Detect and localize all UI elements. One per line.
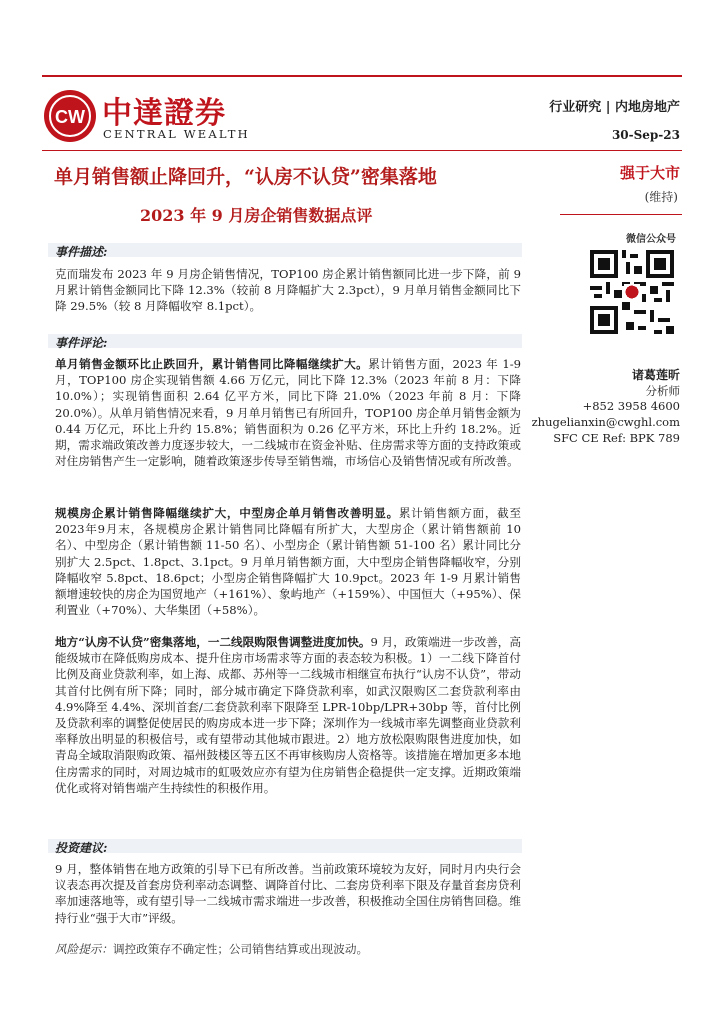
analyst-phone: +852 3958 4600 — [582, 399, 680, 413]
cw-logo-icon — [42, 88, 98, 144]
comment-paragraph-1-lead: 单月销售金额环比止跌回升，累计销售同比降幅继续扩大。 — [55, 357, 369, 371]
report-subtitle: 2023 年 9 月房企销售数据点评 — [140, 206, 373, 225]
section-bg-event-desc — [48, 243, 522, 257]
document-category: 行业研究 | 内地房地产 — [549, 100, 680, 115]
section-bg-investment — [48, 839, 522, 853]
comment-paragraph-2-lead: 规模房企累计销售降幅继续扩大，中型房企单月销售改善明显。 — [55, 506, 399, 520]
section-heading-investment: 投资建议: — [55, 841, 108, 855]
report-title: 单月销售额止降回升，“认房不认贷”密集落地 — [54, 166, 437, 188]
section-heading-event-desc: 事件描述: — [55, 245, 108, 259]
analyst-email[interactable]: zhugelianxin@cwghl.com — [531, 415, 680, 429]
comment-paragraph-1-body: 累计销售方面，2023 年 1-9 月，TOP100 房企实现销售额 4.66 万亿元，同比下降 12.3%（2023 年前 8 月：下降 10.0%）；实现销售面积 2.64 亿平方米，同比下降 21.0%（2023 年前 8 月：下降 20.0%）。从单月销售情况来看，9 月单月销售已有所回升，TOP100 房企单月销售金额为 0.44 万亿元，环比上升约 15.8%；销售面积为 0.26 亿平方米，环比上升约 18.2%。近期，需求端政策改善力度逐步较大，一二线城市在资金补贴、住房需求等方面的支持政策或对住房销售产生一定影响，随着政策逐步传导至销售端，市场信心及销售情况或有所改善。 — [55, 357, 521, 469]
wechat-qr-code[interactable] — [586, 246, 678, 338]
report-date: 30-Sep-23 — [611, 128, 680, 142]
rating-value: 强于大市 — [619, 164, 680, 182]
qr-code-icon — [586, 246, 678, 338]
risk-text: 调控政策存不确定性；公司销售结算或出现波动。 — [112, 942, 369, 956]
event-desc-text: 克而瑞发布 2023 年 9 月房企销售情况，TOP100 房企累计销售额同比进一步下降，前 9 月累计销售金额同比下降 12.3%（较前 8 月降幅扩大 2.3pct），9 月单月销售金额同比下降 29.5%（较 8 月降幅收窄 8.1pct）。 — [55, 267, 521, 314]
comment-paragraph-1 — [55, 356, 521, 469]
analyst-title: 分析师 — [645, 384, 680, 398]
comment-paragraph-3 — [55, 634, 521, 796]
logo-chinese-name: 中達證券 — [102, 96, 226, 131]
analyst-sfc-ref: SFC CE Ref: BPK 789 — [553, 431, 680, 445]
analyst-name: 诸葛莲昕 — [631, 368, 680, 382]
comment-paragraph-2 — [55, 505, 521, 618]
risk-warning — [55, 941, 368, 957]
wechat-label: 微信公众号 — [626, 234, 676, 245]
rating-divider — [560, 214, 682, 215]
header-rule — [42, 75, 682, 77]
svg-text:CW: CW — [55, 107, 85, 127]
comment-paragraph-3-lead: 地方“认房不认贷”密集落地，一二线限购限售调整进度加快。 — [55, 635, 371, 649]
section-bg-event-comment — [48, 334, 522, 348]
header-divider — [42, 150, 682, 151]
section-heading-event-comment: 事件评论: — [55, 336, 108, 350]
investment-text: 9 月，整体销售在地方政策的引导下已有所改善。当前政策环境较为友好，同时月内央行会议表态再次提及首套房贷利率动态调整、调降首付比、二套房贷利率下限及存量首套房贷利率加速落地等，或有望引导一二线城市需求端进一步改善，积极推动全国住房销售回稳。维持行业“强于大市”评级。 — [55, 862, 521, 925]
logo-english-name: CENTRAL WEALTH — [103, 127, 250, 141]
rating-note: (维持) — [644, 190, 678, 204]
risk-label: 风险提示： — [55, 942, 113, 956]
comment-paragraph-2-body: 累计销售额方面，截至2023年9月末，各规模房企累计销售同比降幅有所扩大，大型房企（累计销售额前 10 名）、中型房企（累计销售额 11-50 名）、小型房企（累计销售额 51-100 名）累计同比分别扩大 2.5pct、1.8pct、3.1pct。9 月单月销售额方面，大中型房企销售降幅收窄，分别降幅收窄 5.8pct、18.6pct；小型房企销售降幅扩大 10.9pct。2023 年 1-9 月累计销售额增速较快的房企为国贸地产（+161%）、象屿地产（+159%）、中国恒大（+95%）、保利置业（+70%）、大华集团（+58%）。 — [55, 506, 521, 618]
company-logo — [42, 86, 252, 148]
comment-paragraph-3-body: 9 月，政策端进一步改善，高能级城市在降低购房成本、提升住房市场需求等方面的表态较为积极。1）一二线下降首付比例及商业贷款利率，如上海、成都、苏州等一二线城市相继宣布执行“认房不认贷”，带动其首付比例有所下降；同时，部分城市确定下降贷款利率，如武汉限购区二套贷款利率由 4.9%降至 4.4%、深圳首套/二套贷款利率下限降至 LPR-10bp/LPR+30bp 等，首付比例及贷款利率的调整促使居民的购房成本进一步下降；深圳作为一线城市率先调整商业贷款利率释放出明显的积极信号，或有望带动其他城市跟进。2）地方放松限购限售进度加快，如青岛全域取消限购政策、福州鼓楼区等五区不再审核购房人资格等。该措施在增加更多本地住房需求的同时，对周边城市的虹吸效应亦有望为住房销售企稳提供一定支撑。近期政策端优化或将对销售端产生持续性的积极作用。 — [55, 635, 521, 795]
